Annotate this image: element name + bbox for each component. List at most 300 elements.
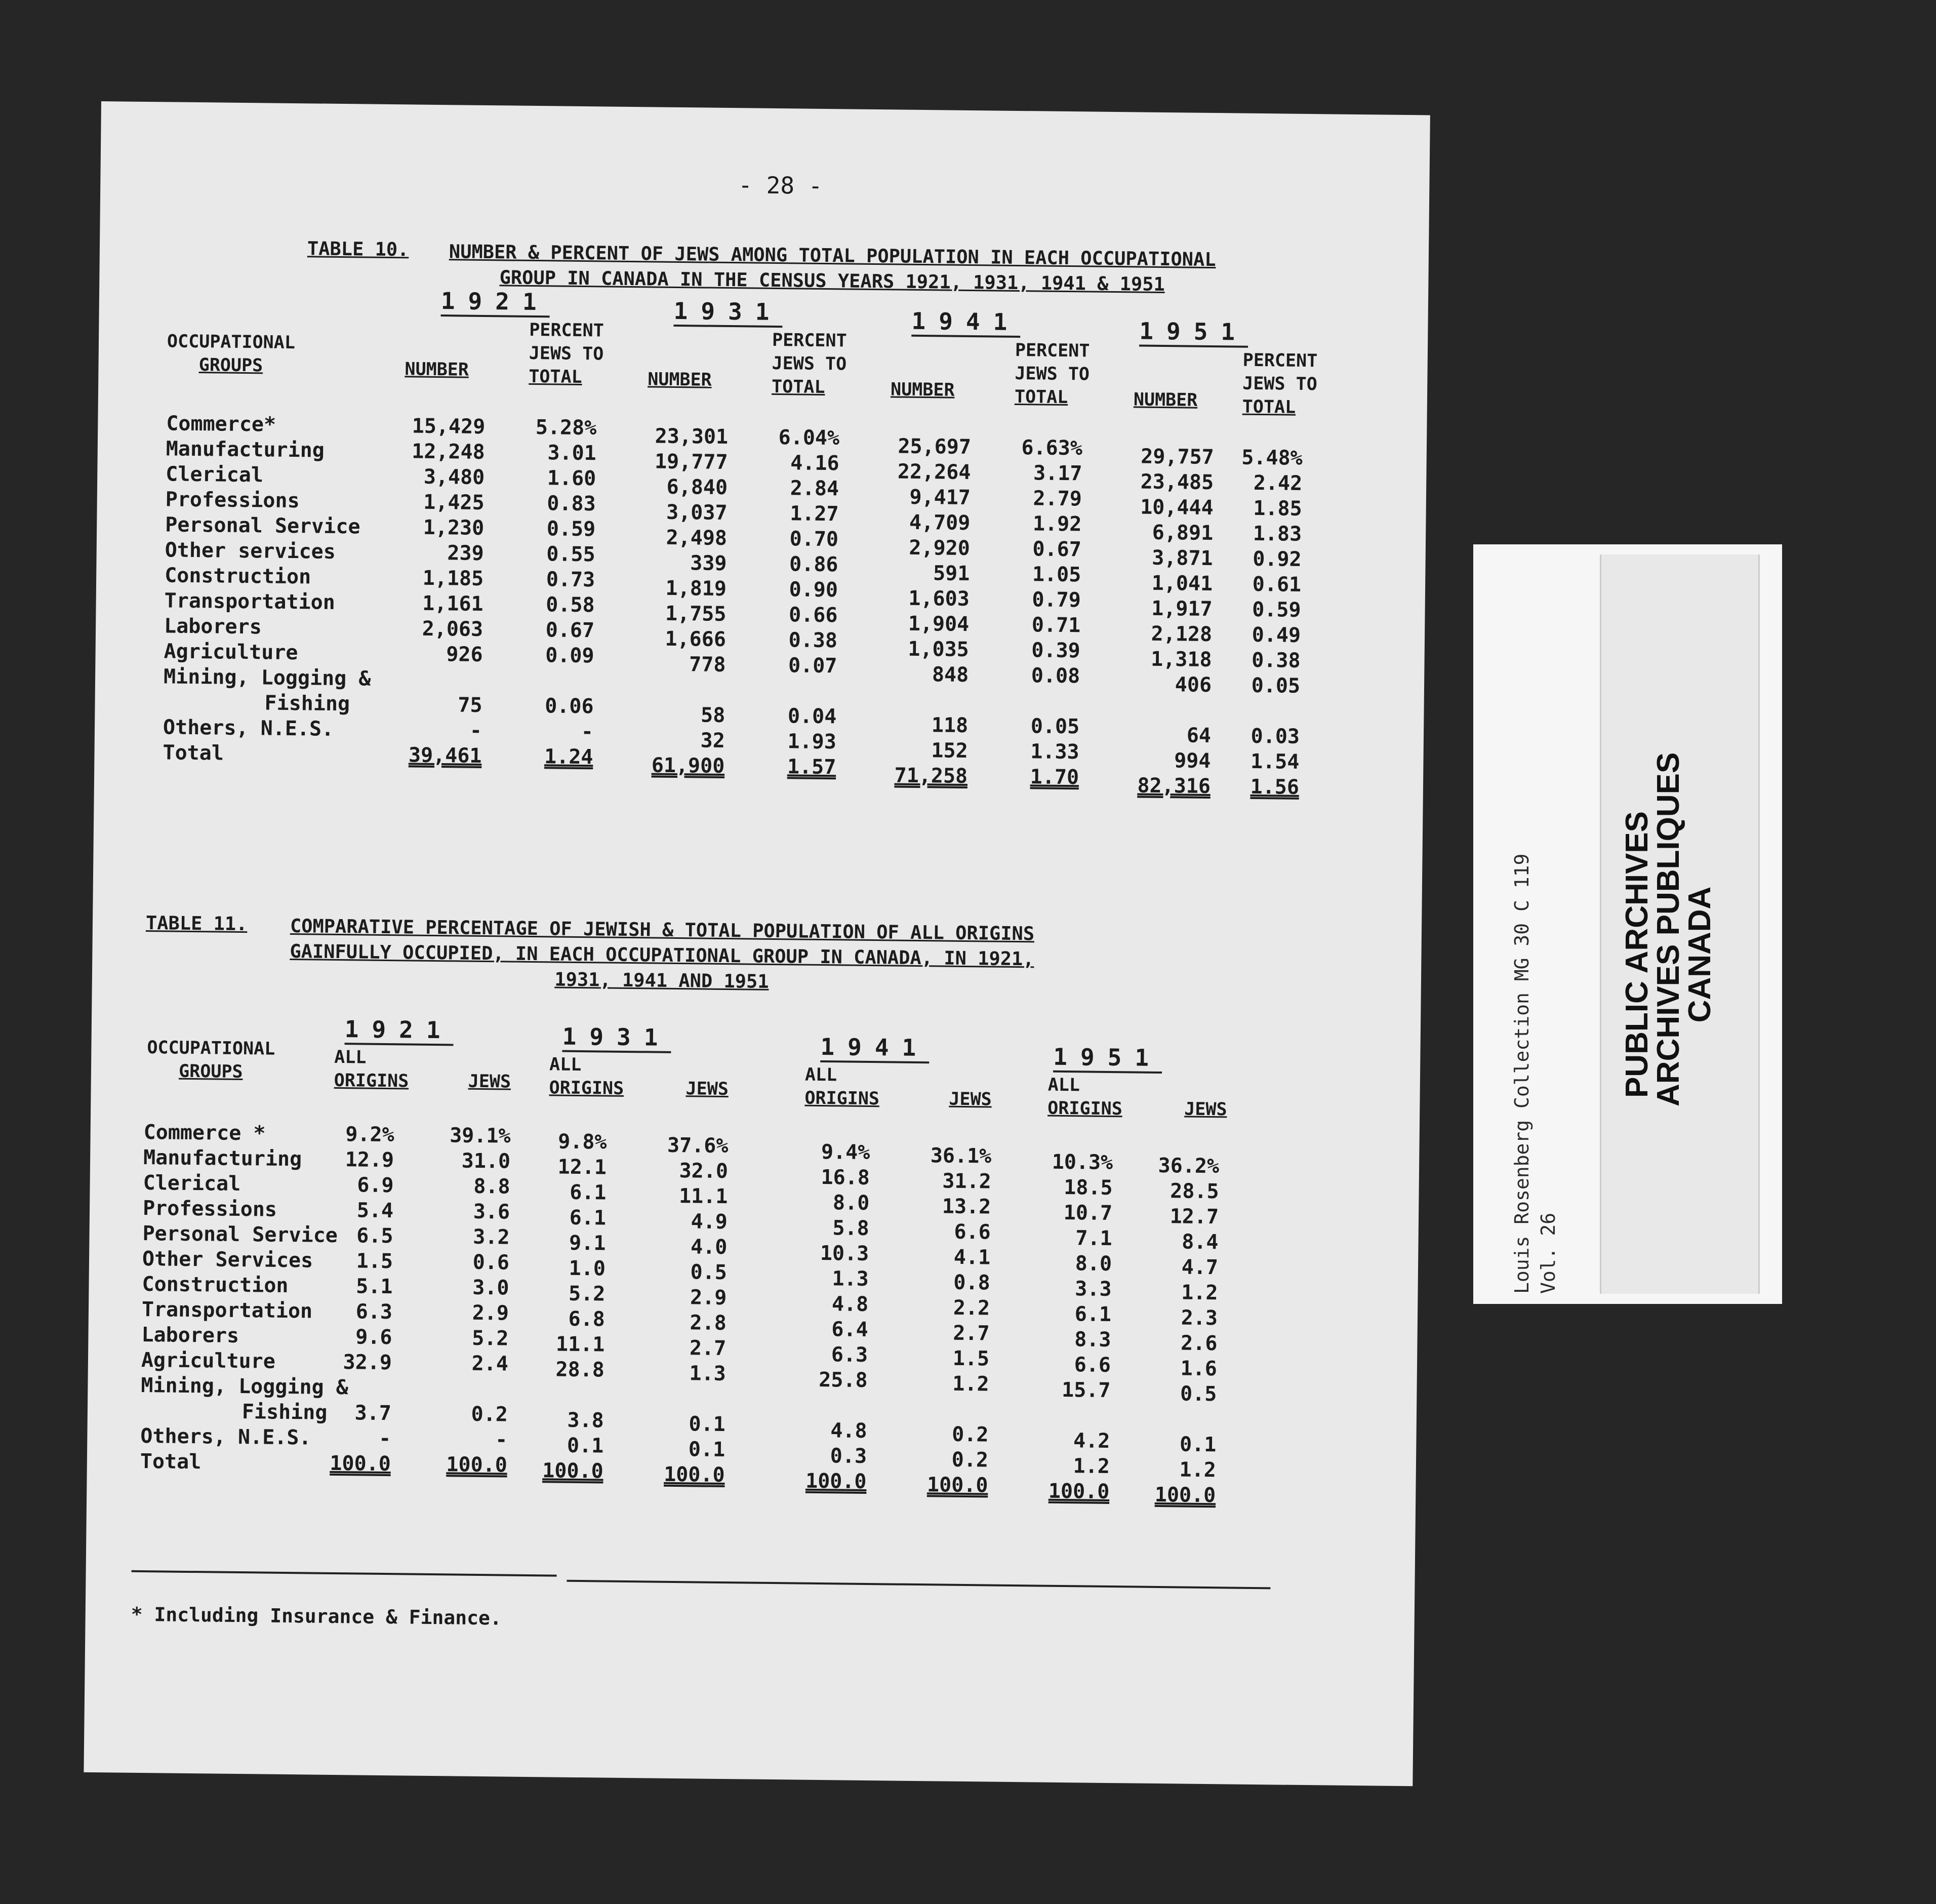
table10-percent-header — [1242, 349, 1318, 420]
row-label: Fishing — [264, 691, 350, 716]
table11-title — [290, 914, 1035, 997]
row-label: Laborers — [141, 1323, 239, 1347]
table-cell: 12.9 — [345, 1148, 394, 1172]
table10-col-1951-percent — [1216, 445, 1303, 800]
table-cell: 1,755 — [665, 602, 727, 626]
table-cell: 0.61 — [1252, 572, 1302, 597]
table-cell — [913, 1396, 989, 1422]
table-cell: 0.03 — [1251, 724, 1300, 748]
table-cell: 15,429 — [412, 414, 486, 439]
table-cell: 1,819 — [665, 576, 727, 601]
row-label: Other Services — [142, 1247, 313, 1273]
table-cell: 19,777 — [654, 450, 728, 474]
table10-number-header: NUMBER — [648, 369, 712, 390]
table-cell: 339 — [690, 551, 727, 575]
table-cell: 3.7 — [354, 1401, 392, 1425]
table-cell: 3,037 — [666, 500, 728, 525]
table-cell: 4.0 — [690, 1235, 728, 1259]
table-cell: 10,444 — [1140, 495, 1214, 520]
percent-header-line: PERCENT — [772, 330, 847, 351]
table10-col-1921-percent — [509, 415, 596, 770]
archive-line: PUBLIC ARCHIVES — [1620, 811, 1655, 1098]
percent-header-line: TOTAL — [1014, 386, 1068, 408]
percent-header-line: TOTAL — [1242, 396, 1296, 418]
row-label: Clerical — [166, 462, 264, 487]
row-label: Agriculture — [164, 640, 298, 665]
table-cell: 29,757 — [1141, 445, 1214, 469]
table10-col-1941-number — [884, 433, 971, 789]
table11-stub-header — [147, 1036, 275, 1084]
table-cell: 71,258 — [894, 764, 968, 788]
table-cell: 4.1 — [953, 1245, 991, 1270]
table-cell: 0.70 — [789, 527, 839, 551]
header-line: ALL — [804, 1064, 837, 1086]
row-label: Transportation — [141, 1297, 313, 1323]
table11-allorigins-header — [549, 1053, 624, 1100]
table-cell: 152 — [931, 739, 968, 763]
table-cell: 1.85 — [1253, 496, 1302, 521]
table-cell: 5.1 — [356, 1275, 393, 1299]
table-cell: 9.8% — [557, 1130, 607, 1154]
table10-percent-header — [772, 329, 847, 400]
table11-col-1921-allorigins — [320, 1122, 394, 1477]
table-cell: 13.2 — [942, 1195, 991, 1219]
row-label: Commerce* — [166, 412, 276, 437]
row-label: Professions — [165, 488, 300, 513]
table-cell: 0.66 — [788, 603, 838, 627]
table-cell: 11.1 — [555, 1332, 605, 1357]
table-cell: 0.59 — [1252, 598, 1301, 622]
table-cell: 9.6 — [355, 1325, 392, 1350]
table-cell: 1,230 — [423, 515, 485, 540]
table11-col-1941-allorigins — [795, 1139, 870, 1494]
table-cell — [996, 688, 1080, 715]
percent-header-line: TOTAL — [771, 376, 825, 398]
table-cell: 100.0 — [330, 1451, 391, 1476]
table-cell: 12.1 — [557, 1155, 607, 1179]
footnote-rule — [132, 1570, 557, 1577]
table-cell: 0.73 — [546, 568, 595, 592]
table-cell: 2.84 — [790, 477, 839, 501]
table-cell: 1.2 — [1179, 1458, 1217, 1482]
table11-col-1931-allorigins — [532, 1129, 607, 1484]
table-cell: 1,185 — [422, 566, 484, 590]
table-cell: 4.2 — [1073, 1429, 1110, 1453]
table-cell: 0.71 — [1031, 613, 1081, 638]
table-cell: 2.7 — [953, 1321, 990, 1345]
table-cell: 0.1 — [688, 1438, 725, 1462]
table-cell: 0.2 — [471, 1402, 508, 1426]
table-cell: 28.5 — [1170, 1179, 1219, 1204]
table-cell: 0.49 — [1252, 623, 1301, 647]
table-cell: 0.08 — [1031, 664, 1080, 688]
table-cell: 3,480 — [423, 465, 485, 489]
table-cell: 22,264 — [897, 460, 971, 485]
table11-year-1921: 1921 — [345, 1015, 454, 1046]
table-cell: 58 — [700, 703, 725, 727]
table-cell: 5.2 — [568, 1282, 606, 1306]
table-cell: 10.3 — [820, 1241, 869, 1266]
table-cell: 4.9 — [691, 1210, 728, 1234]
table-cell: 3.3 — [1075, 1277, 1112, 1301]
table-cell: 1.2 — [952, 1372, 989, 1396]
table11-col-1951-allorigins — [1038, 1149, 1113, 1504]
table-cell: 100.0 — [805, 1469, 867, 1493]
table-cell: 3.17 — [1033, 461, 1082, 486]
header-line: ALL — [549, 1054, 582, 1076]
table-cell: 2,128 — [1151, 622, 1213, 647]
table-cell: 4.8 — [831, 1292, 869, 1316]
table10-number-header: NUMBER — [1133, 389, 1198, 411]
table11-row-labels — [140, 1120, 351, 1476]
table-cell: 8.8 — [473, 1174, 510, 1199]
footnote: * Including Insurance & Finance. — [131, 1603, 502, 1630]
table-cell: 5.48% — [1241, 446, 1303, 470]
row-label: Personal Service — [142, 1221, 338, 1248]
table-cell: 1.3 — [832, 1267, 869, 1291]
table-cell: 6.1 — [1074, 1302, 1112, 1327]
table10-percent-header — [529, 319, 604, 389]
table-cell: 1,035 — [908, 637, 969, 662]
table-cell: 0.1 — [1179, 1433, 1217, 1457]
row-label: Laborers — [164, 614, 262, 639]
row-label: Transportation — [164, 589, 336, 614]
table-cell: 118 — [931, 713, 969, 737]
table-cell: 0.38 — [788, 628, 838, 653]
table-cell: 2,063 — [422, 617, 483, 641]
collection-line: Vol. 26 — [1537, 1212, 1559, 1294]
table-cell: 1,425 — [423, 490, 485, 514]
table-cell: 1.05 — [1032, 563, 1081, 587]
table11-jews-header: JEWS — [949, 1089, 992, 1110]
table-cell: 61,900 — [651, 753, 725, 778]
table-cell: 8.0 — [1075, 1252, 1112, 1276]
table-cell: 15.7 — [1061, 1378, 1111, 1403]
document-page — [84, 101, 1430, 1786]
table-cell: 1.24 — [544, 745, 593, 769]
table-cell: 994 — [1174, 749, 1211, 773]
table-cell: 64 — [1186, 724, 1212, 748]
stub-header-line: OCCUPATIONAL — [167, 331, 296, 353]
table-cell — [753, 678, 837, 704]
table-cell: 2.3 — [1181, 1306, 1218, 1330]
table-cell: 2.6 — [1180, 1331, 1218, 1356]
table-cell: 6.5 — [356, 1224, 393, 1248]
table11-col-1921-jews — [431, 1123, 511, 1478]
table10-label: TABLE 10. — [307, 237, 409, 261]
table10-year-1921: 1921 — [441, 287, 550, 318]
table-cell: 1.6 — [1180, 1357, 1218, 1381]
table-cell: 6.6 — [1074, 1353, 1111, 1377]
table-cell: 3.01 — [547, 441, 597, 465]
table-cell: 3.2 — [473, 1225, 510, 1249]
table-cell: 8.3 — [1074, 1328, 1111, 1352]
table-cell: 100.0 — [1154, 1483, 1216, 1508]
row-label: Fishing — [241, 1400, 328, 1424]
table-cell: 2.4 — [471, 1352, 509, 1376]
table-cell: 6.1 — [569, 1180, 607, 1205]
row-label: Personal Service — [165, 513, 360, 539]
table-cell: 100.0 — [926, 1473, 988, 1497]
table10-col-1921-number — [398, 413, 485, 769]
table-cell: 0.05 — [1251, 673, 1301, 698]
table11-jews-header: JEWS — [1184, 1099, 1227, 1120]
table-cell: 18.5 — [1064, 1176, 1113, 1200]
table-cell — [399, 666, 483, 693]
percent-header-line: JEWS TO — [772, 353, 847, 375]
table-cell: 1,603 — [908, 586, 970, 611]
row-label: Professions — [142, 1196, 277, 1221]
table-cell: 32.0 — [679, 1159, 729, 1183]
stub-header-line: GROUPS — [198, 355, 263, 376]
table-cell: 4.16 — [790, 451, 839, 475]
table-cell: 32 — [700, 729, 725, 752]
table-cell: 1.5 — [356, 1249, 393, 1274]
row-label: Agriculture — [141, 1348, 276, 1373]
table11-label: TABLE 11. — [145, 912, 248, 935]
table-cell: 25,697 — [898, 434, 972, 459]
table-cell: 0.1 — [689, 1412, 725, 1437]
table-cell — [510, 668, 594, 694]
collection-line: Louis Rosenberg Collection MG 30 C 119 — [1511, 853, 1533, 1294]
table-cell — [432, 1376, 508, 1402]
table-cell: 4,709 — [909, 510, 971, 535]
table-cell: 2.42 — [1253, 471, 1303, 495]
table-cell: 0.2 — [952, 1422, 989, 1447]
table-cell: 28.8 — [555, 1358, 605, 1382]
table-cell: 848 — [932, 663, 969, 687]
table-cell: 1.83 — [1253, 522, 1302, 546]
table-cell: 6.4 — [831, 1318, 868, 1341]
row-label: Mining, Logging & — [163, 665, 371, 691]
table-cell: 2,920 — [909, 536, 971, 561]
table-cell: 6.3 — [355, 1300, 393, 1324]
percent-header-line: PERCENT — [1242, 350, 1318, 372]
table-cell: 2.8 — [690, 1311, 727, 1335]
table-cell: 6.6 — [954, 1220, 991, 1244]
table-cell: 10.7 — [1063, 1201, 1113, 1225]
table10-year-1941: 1941 — [911, 307, 1020, 338]
table-cell: 12,248 — [412, 440, 486, 464]
table-cell: 0.92 — [1253, 547, 1302, 571]
table10-col-1951-number — [1127, 444, 1214, 799]
table10-row-labels — [163, 411, 374, 767]
stub-header-line: OCCUPATIONAL — [147, 1038, 275, 1059]
table-cell: 0.67 — [545, 618, 595, 643]
table10-title — [449, 239, 1216, 298]
row-label: Manufacturing — [143, 1145, 302, 1171]
table-cell: 0.05 — [1030, 715, 1080, 739]
table-cell: 1,666 — [665, 627, 727, 651]
header-line: ALL — [334, 1047, 367, 1068]
table-cell: 9.4% — [821, 1140, 870, 1165]
table-cell — [796, 1393, 868, 1418]
table-cell: 0.5 — [1180, 1382, 1217, 1406]
table11-jews-header: JEWS — [468, 1071, 511, 1092]
table-cell: 1,917 — [1151, 597, 1213, 621]
table-cell — [1216, 698, 1300, 724]
table-cell: 5.8 — [832, 1216, 870, 1241]
table-cell: 0.86 — [789, 552, 838, 577]
table11-jews-header: JEWS — [685, 1079, 729, 1100]
header-line: ORIGINS — [1047, 1098, 1122, 1120]
table10-col-1931-percent — [752, 425, 839, 780]
table-cell: - — [581, 720, 594, 744]
table-cell — [884, 687, 969, 713]
table-cell: 0.3 — [830, 1444, 867, 1468]
table-cell: 1.5 — [952, 1346, 990, 1371]
table-cell: 7.1 — [1075, 1226, 1112, 1251]
table11-title-line: GAINFULLY OCCUPIED, IN EACH OCCUPATIONAL GROUP IN CANADA, IN 1921, — [290, 940, 1034, 970]
table-cell — [642, 677, 726, 703]
table-cell: 5.28% — [535, 416, 597, 440]
table-cell: 100.0 — [446, 1453, 508, 1477]
table-cell: 0.2 — [951, 1448, 989, 1472]
table-cell — [1039, 1403, 1111, 1429]
table-cell: 1.56 — [1250, 775, 1300, 799]
table-cell: 9.2% — [345, 1123, 394, 1147]
table-cell: 8.4 — [1182, 1230, 1219, 1254]
table11-year-1931: 1931 — [562, 1023, 671, 1053]
table-cell: 6.9 — [357, 1173, 394, 1198]
table-cell: 6.63% — [1021, 436, 1083, 460]
table-cell: 1.0 — [569, 1256, 606, 1281]
percent-header-line: JEWS TO — [1242, 373, 1318, 395]
row-label: Construction — [164, 564, 311, 589]
table-cell: 1.57 — [787, 755, 836, 779]
table-cell: 1,904 — [908, 612, 970, 637]
row-label: Total — [140, 1449, 201, 1474]
table-cell — [1127, 697, 1212, 723]
table-cell: 6.8 — [568, 1307, 606, 1331]
table-cell: 0.59 — [546, 517, 596, 541]
table-cell: 2.7 — [689, 1336, 727, 1361]
table-cell: 0.39 — [1031, 639, 1080, 663]
table-cell: 0.1 — [567, 1434, 604, 1458]
table-cell: 75 — [458, 693, 482, 717]
header-line: ORIGINS — [334, 1070, 409, 1092]
table-cell — [650, 1385, 726, 1412]
percent-header-line: JEWS TO — [529, 343, 604, 365]
stub-header-line: GROUPS — [178, 1061, 243, 1083]
row-label: Others, N.E.S. — [140, 1424, 311, 1450]
archive-line: CANADA — [1682, 886, 1717, 1023]
table-cell: 31.2 — [942, 1169, 991, 1194]
table-cell: 1.2 — [1073, 1454, 1110, 1479]
table-cell: 778 — [689, 653, 726, 677]
table-cell: 0.90 — [789, 578, 838, 602]
table10-col-1941-percent — [995, 435, 1082, 790]
table-cell: 0.06 — [544, 694, 594, 719]
table-cell: 1.70 — [1030, 765, 1079, 789]
header-line: ORIGINS — [804, 1088, 880, 1109]
row-label: Commerce * — [143, 1120, 266, 1145]
table11-col-1951-jews — [1140, 1153, 1219, 1509]
table-cell: 23,485 — [1140, 470, 1214, 495]
table-cell — [533, 1382, 604, 1408]
footnote-rule — [567, 1580, 1270, 1590]
table11-title-line: 1931, 1941 AND 1951 — [554, 968, 769, 993]
table-cell: 37.6% — [667, 1133, 729, 1158]
table-cell: 1,161 — [422, 591, 483, 616]
table-cell: 2.9 — [472, 1301, 509, 1325]
table-cell: 3,871 — [1152, 546, 1213, 571]
table10-number-header: NUMBER — [890, 379, 955, 401]
table-cell: 5.2 — [471, 1326, 509, 1351]
table-cell: 1.2 — [1181, 1281, 1218, 1305]
table-cell: 0.07 — [788, 654, 837, 678]
table11-allorigins-header — [1047, 1074, 1122, 1121]
table-cell: 1.33 — [1030, 740, 1079, 764]
table11-col-1931-jews — [649, 1133, 728, 1488]
table-cell: 8.0 — [832, 1191, 870, 1215]
row-label: Mining, Logging & — [141, 1373, 349, 1400]
table-cell: 6,891 — [1152, 521, 1214, 545]
header-line: ALL — [1047, 1075, 1080, 1096]
table-cell: 6.1 — [569, 1206, 607, 1230]
table-cell: - — [469, 719, 482, 742]
row-label: Total — [163, 741, 224, 765]
table-cell: 39.1% — [449, 1124, 511, 1148]
table10-percent-header — [1015, 339, 1090, 410]
table-cell: 31.0 — [461, 1149, 511, 1173]
archive-label — [1473, 544, 1782, 1304]
table-cell: 2.2 — [953, 1296, 990, 1320]
table-cell: 0.58 — [546, 593, 595, 617]
header-line: ORIGINS — [549, 1078, 624, 1099]
table-cell: 6.04% — [778, 426, 840, 450]
table10-title-line: GROUP IN CANADA IN THE CENSUS YEARS 1921, 1931, 1941 & 1951 — [499, 266, 1165, 296]
table-cell: 2.9 — [690, 1286, 727, 1310]
table-cell: 591 — [933, 562, 970, 586]
table-cell: 0.09 — [545, 644, 594, 668]
table-cell: 0.79 — [1032, 588, 1081, 612]
table11-title-line: COMPARATIVE PERCENTAGE OF JEWISH & TOTAL POPULATION OF ALL ORIGINS — [290, 915, 1035, 945]
percent-header-line: PERCENT — [1015, 340, 1090, 362]
table10-stub-header — [167, 330, 295, 378]
table-cell: 100.0 — [664, 1462, 725, 1487]
table-cell: 100.0 — [542, 1459, 603, 1483]
table-cell: 1,041 — [1151, 571, 1213, 596]
table-cell: 0.04 — [787, 704, 837, 729]
table-cell: 9.1 — [569, 1231, 606, 1255]
table10-number-header: NUMBER — [405, 359, 469, 380]
collection-text — [1509, 854, 1561, 1294]
table-cell: 239 — [447, 541, 484, 565]
table-cell: 82,316 — [1137, 774, 1211, 799]
table-cell: 25.8 — [819, 1368, 868, 1392]
table-cell: 0.83 — [547, 492, 596, 516]
table-cell: 406 — [1175, 673, 1212, 697]
table-cell: 5.4 — [356, 1199, 394, 1223]
table-cell: 4.7 — [1181, 1255, 1219, 1280]
table-cell: 0.6 — [472, 1250, 510, 1275]
table-cell: 10.3% — [1052, 1150, 1113, 1175]
table10-col-1931-number — [641, 423, 728, 779]
table-cell: 36.1% — [930, 1144, 992, 1168]
table-cell: 0.5 — [690, 1260, 728, 1285]
row-label: Others, N.E.S. — [163, 716, 334, 741]
percent-header-line: JEWS TO — [1015, 363, 1090, 385]
table-cell: 4.8 — [830, 1419, 867, 1443]
table11-year-1951: 1951 — [1053, 1043, 1162, 1074]
table11-year-1941: 1941 — [820, 1033, 929, 1063]
table-cell: 32.9 — [343, 1351, 392, 1375]
table-cell: 100.0 — [1048, 1479, 1110, 1504]
table-cell: 0.8 — [953, 1271, 990, 1295]
row-label: Construction — [142, 1272, 289, 1297]
table11-allorigins-header — [804, 1063, 879, 1111]
